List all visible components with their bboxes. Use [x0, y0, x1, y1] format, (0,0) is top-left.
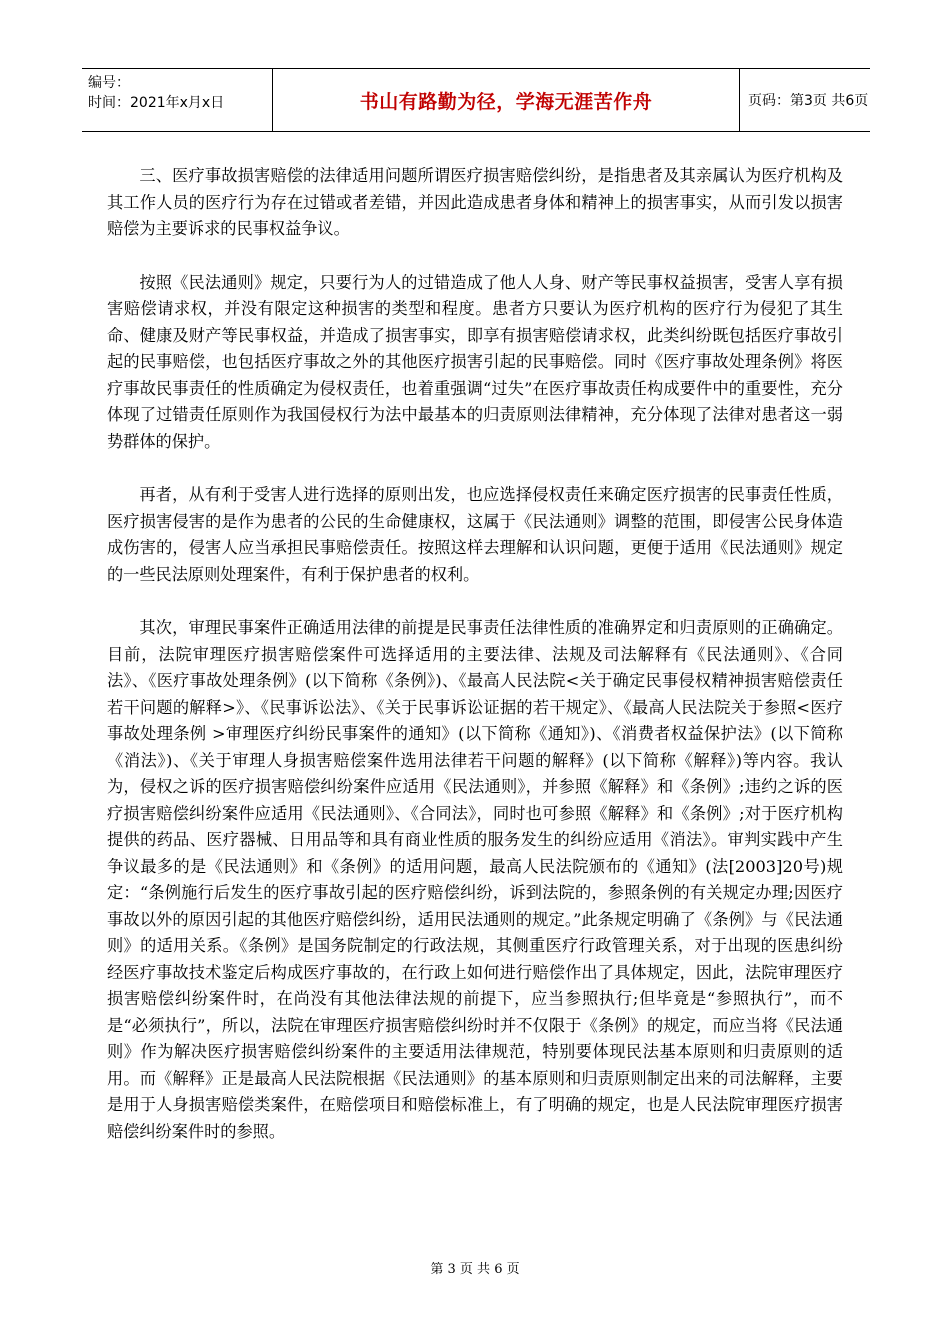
header-meta	[82, 69, 272, 131]
page-header	[82, 68, 870, 132]
time-label: 时间：2021年x月x日	[88, 95, 225, 111]
header-page-info: 页码：第3页 共6页	[748, 93, 869, 109]
paragraph: 按照《民法通则》规定，只要行为人的过错造成了他人人身、财产等民事权益损害，受害人享有损害赔偿请求权，并没有限定这种损害的类型和程度。患者方只要认为医疗机构的医疗行为侵犯了其生命、健康及财产等民事权益，并造成了损害事实，即享有损害赔偿请求权，此类纠纷既包括医疗事故引起的民事赔偿，也包括医疗事故之外的其他医疗损害引起的民事赔偿。同时《医疗事故处理条例》将医疗事故民事责任的性质确定为侵权责任，也着重强调“过失”在医疗事故责任构成要件中的重要性，充分体现了过错责任原则作为我国侵权行为法中最基本的归责原则法律精神，充分体现了法律对患者这一弱势群体的保护。	[107, 272, 843, 451]
paragraph: 其次，审理民事案件正确适用法律的前提是民事责任法律性质的准确界定和归责原则的正确确定。目前，法院审理医疗损害赔偿案件可选择适用的主要法律、法规及司法解释有《民法通则》、《合同法》、《医疗事故处理条例》(以下简称《条例》)、《最高人民法院<关于确定民事侵权精神损害赔偿责任若干问题的解释>》、《民事诉讼法》、《关于民事诉讼证据的若干规定》、《最高人民法院关于参照<医疗事故处理条例 >审理医疗纠纷民事案件的通知》(以下简称《通知》)、《消费者权益保护法》(以下简称《消法》)、《关于审理人身损害赔偿案件选用法律若干问题的解释》(以下简称《解释》)等内容。我认为，侵权之诉的医疗损害赔偿纠纷案件应适用《民法通则》，并参照《解释》和《条例》;违约之诉的医疗损害赔偿纠纷案件应适用《民法通则》、《合同法》，同时也可参照《解释》和《条例》;对于医疗机构提供的药品、医疗器械、日用品等和具有商业性质的服务发生的纠纷应适用《消法》。审判实践中产生争议最多的是《民法通则》和《条例》的适用问题，最高人民法院颁布的《通知》(法[2003]20号)规定：“条例施行后发生的医疗事故引起的医疗赔偿纠纷，诉到法院的，参照条例的有关规定办理;因医疗事故以外的原因引起的其他医疗赔偿纠纷，适用民法通则的规定。”此条规定明确了《条例》与《民法通则》的适用关系。《条例》是国务院制定的行政法规，其侧重医疗行政管理关系，对于出现的医患纠纷经医疗事故技术鉴定后构成医疗事故的，在行政上如何进行赔偿作出了具体规定，因此，法院审理医疗损害赔偿纠纷案件时，在尚没有其他法律法规的前提下，应当参照执行;但毕竟是“参照执行”，而不是“必须执行”，所以，法院在审理医疗损害赔偿纠纷时并不仅限于《条例》的规定，而应当将《民法通则》作为解决医疗损害赔偿纠纷案件的主要适用法律规范，特别要体现民法基本原则和归责原则的适用。而《解释》正是最高人民法院根据《民法通则》的基本原则和归责原则制定出来的司法解释，主要是用于人身损害赔偿类案件，在赔偿项目和赔偿标准上，有了明确的规定，也是人民法院审理医疗损害赔偿纠纷案件时的参照。	[107, 618, 843, 1141]
paragraph: 三、医疗事故损害赔偿的法律适用问题所谓医疗损害赔偿纠纷，是指患者及其亲属认为医疗机构及其工作人员的医疗行为存在过错或者差错，并因此造成患者身体和精神上的损害事实，从而引发以损害赔偿为主要诉求的民事权益争议。	[107, 166, 843, 238]
page-footer: 第 3 页 共 6 页	[430, 1262, 520, 1277]
body-text	[107, 163, 843, 1172]
number-label: 编号：	[88, 75, 130, 91]
paragraph: 再者，从有利于受害人进行选择的原则出发，也应选择侵权责任来确定医疗损害的民事责任性质， 医疗损害侵害的是作为患者的公民的生命健康权，这属于《民法通则》调整的范围，即侵害公民身体造成伤害的，侵害人应当承担民事赔偿责任。按照这样去理解和认识问题，更便于适用《民法通则》规定的一些民法原则处理案件，有利于保护患者的权利。	[107, 485, 843, 584]
header-motto: 书山有路勤为径，学海无涯苦作舟	[272, 69, 740, 131]
